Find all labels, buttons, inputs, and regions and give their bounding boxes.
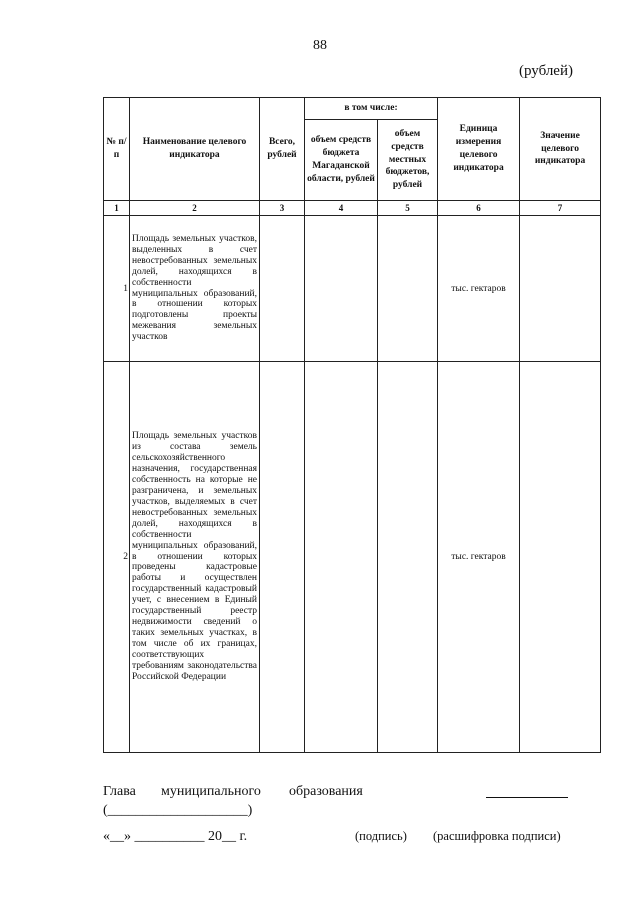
indicator-name: Площадь земельных участков, выделенных в счет невостребованных земельных долей, находящихся в собственности муниципальных образований, в отношении которых подготовлены проекты межевания земельных участков [130, 216, 260, 362]
value-cell [520, 362, 601, 753]
column-number: 6 [438, 201, 520, 216]
page-number: 88 [313, 38, 327, 53]
total-cell [260, 362, 305, 753]
name-blank: (____________________) [103, 803, 253, 818]
header-total: Всего, рублей [260, 98, 305, 201]
value-cell [520, 216, 601, 362]
formation-word: образования [289, 784, 363, 799]
header-local: объем средств местных бюджетов, рублей [378, 120, 438, 201]
row-number: 2 [104, 362, 130, 753]
header-num: № п/п [104, 98, 130, 201]
column-number: 2 [130, 201, 260, 216]
column-number: 1 [104, 201, 130, 216]
unit-cell: тыс. гектаров [438, 362, 520, 753]
column-number: 7 [520, 201, 601, 216]
head-word: Глава [103, 784, 136, 799]
signature-blank [486, 797, 568, 798]
header-name: Наименование целевого индикатора [130, 98, 260, 201]
municipal-word: муниципального [161, 784, 261, 799]
table-row [104, 216, 601, 362]
regional-budget-cell [305, 216, 378, 362]
regional-budget-cell [305, 362, 378, 753]
header-unit: Единица измерения целевого индикатора [438, 98, 520, 201]
total-cell [260, 216, 305, 362]
unit-cell: тыс. гектаров [438, 216, 520, 362]
header-value: Значение целевого индикатора [520, 98, 601, 201]
table-row [104, 362, 601, 753]
date-line: «__» __________ 20__ г. [103, 829, 248, 844]
local-budget-cell [378, 216, 438, 362]
header-group: в том числе: [305, 98, 438, 120]
column-number: 5 [378, 201, 438, 216]
header-regional: объем средств бюджета Магаданской области, рублей [305, 120, 378, 201]
transcript-caption: (расшифровка подписи) [433, 829, 561, 843]
column-number: 4 [305, 201, 378, 216]
indicators-table [103, 97, 601, 753]
column-number: 3 [260, 201, 305, 216]
local-budget-cell [378, 362, 438, 753]
indicator-name: Площадь земельных участков из состава земель сельскохозяйственного назначения, государственная собственность на которые не разграничена, и земельных участков, выделяемых в счет невостребованных земельных долей, находящихся в собственности муниципальных образований, в отношении которых проведены кадастровые работы и осуществлен государственный кадастровый учет, с внесением в Единый государственный реестр недвижимости сведений о таких земельных участках, в том числе об их границах, соответствующих требованиям законодательства Российской Федерации [130, 362, 260, 753]
signature-caption: (подпись) [355, 829, 407, 843]
row-number: 1 [104, 216, 130, 362]
column-number-row [104, 201, 601, 216]
currency-note: (рублей) [518, 63, 573, 79]
